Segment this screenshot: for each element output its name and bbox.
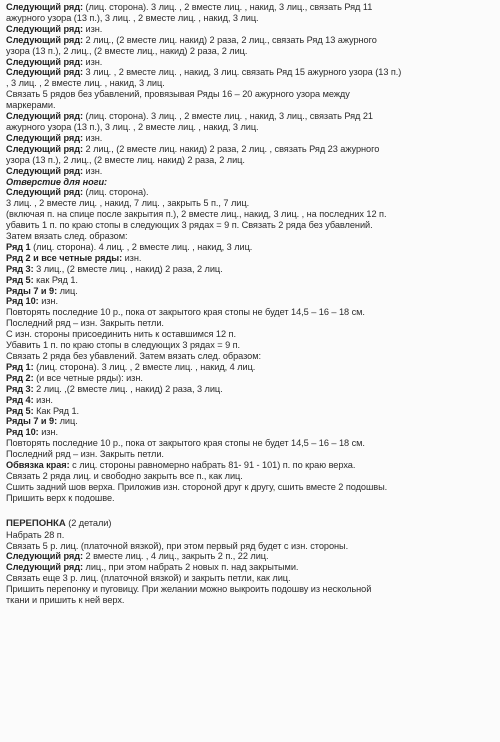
row-text: Сшить задний шов верха. Приложив изн. стороной друг к другу, сшить вместе 2 подошвы. — [6, 481, 388, 492]
text-line — [6, 198, 486, 209]
row-label: Ряд 2: — [6, 372, 34, 383]
row-text: изн. — [83, 165, 103, 176]
row-label: Ряд 5: — [6, 405, 34, 416]
row-label: Ряд 5: — [6, 274, 34, 285]
row-text: убавить 1 п. по краю стопы в следующих 3 рядах = 9 п. Связать 2 ряда без убавлений. — [6, 220, 373, 231]
text-line — [6, 307, 486, 318]
row-text: (и все четные ряды): изн. — [33, 372, 143, 383]
text-line — [6, 209, 486, 220]
row-label: Ряд 3: — [6, 263, 34, 274]
row-text: изн. — [83, 132, 103, 143]
text-line — [6, 373, 486, 384]
text-line — [6, 187, 486, 198]
row-text: 2 лиц., (2 вместе лиц. накид) 2 раза, 2 лиц., связать Ряд 13 ажурного — [83, 34, 377, 45]
row-text: (лиц. сторона). 4 лиц. , 2 вместе лиц. , накид, 3 лиц. — [30, 241, 253, 252]
text-line — [6, 122, 486, 133]
text-line — [6, 562, 486, 573]
text-line — [6, 427, 486, 438]
row-text: Повторять последние 10 р., пока от закрытого края стопы не будет 14,5 – 16 – 18 см. — [6, 438, 365, 449]
row-label: Ряды 7 и 9: — [6, 416, 58, 427]
row-text: 2 лиц., (2 вместе лиц. накид) 2 раза, 2 лиц. , связать Ряд 23 ажурного — [83, 143, 380, 154]
text-line — [6, 438, 486, 449]
row-label: Следующий ряд: — [6, 187, 84, 198]
row-text: Связать 2 ряда лиц. и свободно закрыть все п., как лиц. — [6, 470, 243, 481]
row-text: 2 вместе лиц. , 4 лиц., закрыть 2 п., 22 лиц. — [83, 551, 269, 562]
row-label: Ряд 1: — [6, 361, 34, 372]
row-label: Следующий ряд: — [6, 165, 84, 176]
row-text: (лиц. сторона). 3 лиц. , 2 вместе лиц. , накид, 4 лиц. — [33, 361, 256, 372]
text-line — [6, 595, 486, 606]
row-label: Ряды 7 и 9: — [6, 285, 58, 296]
text-line — [6, 384, 486, 395]
row-text: Связать еще 3 р. лиц. (платочной вязкой) и закрыть петли, как лиц. — [6, 573, 291, 584]
text-line — [6, 340, 486, 351]
text-line — [6, 318, 486, 329]
text-line — [6, 133, 486, 144]
row-text: (включая п. на спице после закрытия п.), 2 вместе лиц., накид, 3 лиц. , на последних 12 п. — [6, 209, 387, 220]
row-text: С изн. стороны присоединить нить к оставшимся 12 п. — [6, 329, 236, 340]
text-line — [6, 155, 486, 166]
row-text: лиц. — [57, 416, 78, 427]
text-line — [6, 416, 486, 427]
row-label: Следующий ряд: — [6, 2, 84, 12]
row-text: 2 лиц. ,(2 вместе лиц. , накид) 2 раза, 3 лиц. — [33, 383, 223, 394]
text-line — [6, 242, 486, 253]
row-label: Следующий ряд: — [6, 551, 84, 562]
text-line — [6, 406, 486, 417]
row-text: Пришить верх к подошве. — [6, 492, 115, 503]
row-text: ажурного узора (13 п.), 3 лиц. , 2 вместе лиц. , накид, 3 лиц. — [6, 12, 259, 23]
row-label: Следующий ряд: — [6, 111, 84, 122]
row-text: 3 лиц. , 2 вместе лиц. , накид, 3 лиц. связать Ряд 15 ажурного узора (13 п.) — [83, 67, 402, 78]
text-line — [6, 111, 486, 122]
row-text: (лиц. сторона). 3 лиц. , 2 вместе лиц. , накид, 3 лиц., связать Ряд 21 — [83, 111, 373, 122]
text-line — [6, 362, 486, 373]
row-text: Связать 5 р. лиц. (платочной вязкой), при этом первый ряд будет с изн. стороны. — [6, 540, 349, 551]
text-line — [6, 177, 486, 188]
text-line — [6, 220, 486, 231]
row-label: Ряд 2 и все четные ряды: — [6, 252, 123, 263]
row-text: узора (13 п.), 2 лиц., (2 вместе лиц., накид) 2 раза, 2 лиц. — [6, 45, 248, 56]
row-text: изн. — [83, 56, 103, 67]
row-label: Следующий ряд: — [6, 23, 84, 34]
row-text: (лиц. сторона). 3 лиц. , 2 вместе лиц. , накид, 3 лиц., связать Ряд 11 — [83, 2, 373, 12]
text-line — [6, 296, 486, 307]
text-line — [6, 530, 486, 541]
text-line — [6, 100, 486, 111]
subheading: Отверстие для ноги: — [6, 176, 108, 187]
text-line — [6, 57, 486, 68]
row-text: , 3 лиц. , 2 вместе лиц. , накид, 3 лиц. — [6, 78, 165, 89]
row-label: Ряд 4: — [6, 394, 34, 405]
text-line — [6, 67, 486, 78]
section-gap — [6, 504, 486, 518]
row-text: Как Ряд 1. — [33, 405, 80, 416]
row-text: (лиц. сторона). — [83, 187, 149, 198]
row-label: Ряд 10: — [6, 427, 39, 438]
section-heading: ПЕРЕПОНКА — [6, 517, 66, 529]
row-text: Связать 5 рядов без убавлений, провязывая Ряды 16 – 20 ажурного узора между — [6, 89, 350, 100]
row-text: ткани и пришить к ней верх. — [6, 595, 125, 606]
text-line — [6, 351, 486, 362]
row-label: Ряд 10: — [6, 296, 39, 307]
text-line — [6, 35, 486, 46]
row-label: Ряд 1 — [6, 241, 31, 252]
row-label: Следующий ряд: — [6, 34, 84, 45]
row-text: 3 лиц., (2 вместе лиц. , накид) 2 раза, 2 лиц. — [33, 263, 223, 274]
row-label: Следующий ряд: — [6, 67, 84, 78]
row-label: Обвязка края: — [6, 460, 70, 471]
text-line — [6, 89, 486, 100]
row-text: изн. — [38, 427, 58, 438]
text-line — [6, 449, 486, 460]
row-text: лиц., при этом набрать 2 новых п. над закрытыми. — [83, 562, 299, 573]
text-line — [6, 144, 486, 155]
row-text: Последний ряд – изн. Закрыть петли. — [6, 318, 164, 329]
text-line — [6, 78, 486, 89]
text-line — [6, 541, 486, 552]
text-line — [6, 13, 486, 24]
row-text: Убавить 1 п. по краю стопы в следующих 3 рядах = 9 п. — [6, 340, 241, 351]
row-text: изн. — [83, 23, 103, 34]
text-line — [6, 2, 486, 13]
text-line — [6, 471, 486, 482]
text-line — [6, 395, 486, 406]
row-text: с лиц. стороны равномерно набрать 81- 91 - 101) п. по краю верха. — [69, 460, 356, 471]
row-label: Следующий ряд: — [6, 132, 84, 143]
row-text: Набрать 28 п. — [6, 529, 65, 540]
text-line — [6, 482, 486, 493]
text-line — [6, 275, 486, 286]
text-line — [6, 264, 486, 275]
row-text: как Ряд 1. — [33, 274, 78, 285]
text-line — [6, 493, 486, 504]
row-text: изн. — [38, 296, 58, 307]
text-line — [6, 253, 486, 264]
row-text: Повторять последние 10 р., пока от закрытого края стопы не будет 14,5 – 16 – 18 см. — [6, 307, 365, 318]
row-text: Затем вязать след. образом: — [6, 231, 128, 242]
row-label: Следующий ряд: — [6, 562, 84, 573]
row-label: Следующий ряд: — [6, 56, 84, 67]
row-text: маркерами. — [6, 100, 56, 111]
row-text: изн. — [33, 394, 53, 405]
text-line — [6, 166, 486, 177]
row-text: лиц. — [57, 285, 78, 296]
row-text: ажурного узора (13 п.), 3 лиц. , 2 вместе лиц. , накид, 3 лиц. — [6, 121, 259, 132]
text-line — [6, 231, 486, 242]
row-text: Пришить перепонку и пуговицу. При желании можно выкроить подошву из нескольной — [6, 584, 372, 595]
row-label: Следующий ряд: — [6, 143, 84, 154]
text-line — [6, 573, 486, 584]
text-line — [6, 286, 486, 297]
row-text: 3 лиц. , 2 вместе лиц. , накид, 7 лиц. , закрыть 5 п., 7 лиц. — [6, 198, 250, 209]
text-line — [6, 329, 486, 340]
text-line — [6, 460, 486, 471]
row-text: (2 детали) — [65, 517, 112, 528]
text-line — [6, 584, 486, 595]
row-text: Связать 2 ряда без убавлений. Затем вязать след. образом: — [6, 351, 262, 361]
text-line — [6, 518, 486, 530]
text-line — [6, 46, 486, 57]
row-text: Последний ряд – изн. Закрыть петли. — [6, 449, 164, 460]
text-line — [6, 551, 486, 562]
row-label: Ряд 3: — [6, 383, 34, 394]
row-text: узора (13 п.), 2 лиц., (2 вместе лиц. накид) 2 раза, 2 лиц. — [6, 154, 245, 165]
row-text: изн. — [122, 252, 142, 263]
text-line — [6, 24, 486, 35]
